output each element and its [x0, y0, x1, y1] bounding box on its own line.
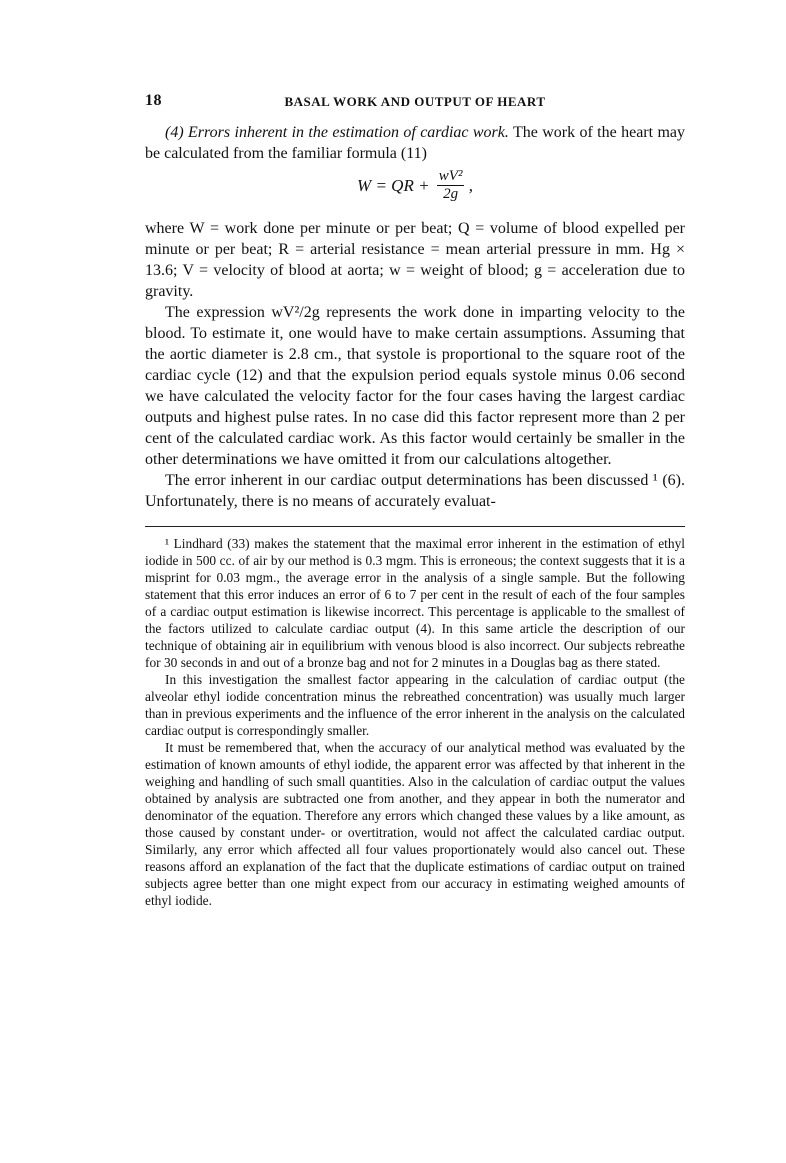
formula-numerator: wV²: [438, 168, 463, 184]
footnote-divider: [145, 526, 685, 527]
section-intro: The work of the heart may be calculated from the familiar formula (11): [145, 124, 685, 162]
running-title: BASAL WORK AND OUTPUT OF HEART: [284, 94, 546, 109]
footnotes: [145, 535, 685, 909]
body-paragraph: The error inherent in our cardiac output determinations has been discussed ¹ (6). Unfortunately, there is no means of accurately evaluat-: [145, 472, 685, 510]
formula-trail: ,: [468, 176, 473, 195]
running-head: [145, 92, 685, 114]
body-paragraph: where W = work done per minute or per beat; Q = volume of blood expelled per minute or per beat; R = arterial resistance = mean arterial pressure in mm. Hg × 13.6; V = velocity of blood at aorta; w = weight of blood; g = acceleration due to gravity.: [145, 220, 685, 300]
work-formula: [145, 168, 685, 214]
body-paragraph: The expression wV²/2g represents the work done in imparting velocity to the blood. To estimate it, one would have to make certain assumptions. Assuming that the aortic diameter is 2.8 cm., that systole is proportional to the square root of the cardiac cycle (12) and that the expulsion period equals systole minus 0.06 second we have calculated the velocity factor for the four cases having the largest cardiac outputs and highest pulse rates. In no case did this factor represent more than 2 per cent of the calculated cardiac work. As this factor would certainly be smaller in the other determinations we have omitted it from our calculations altogether.: [145, 304, 685, 468]
page: [145, 92, 685, 909]
section-paragraph: [145, 122, 685, 164]
main-text: [145, 122, 685, 512]
footnote-paragraph: It must be remembered that, when the accuracy of our analytical method was evaluated by the estimation of known amounts of ethyl iodide, the apparent error was affected by that inherent in the weighing and handling of such small quantities. Also in the calculation of cardiac output the values obtained by analysis are subtracted one from another, and they appear in both the numerator and denominator of the equation. Therefore any errors which changed these values by a like amount, as those caused by constant under- or overtitration, would not affect the calculated cardiac output. Similarly, any error which affected all four values proportionately would also cancel out. These reasons afford an explanation of the fact that the duplicate estimations of cardiac output on trained subjects agree better than one might expect from our accuracy in estimating weighed amounts of ethyl iodide.: [145, 740, 685, 908]
formula-denominator: 2g: [443, 186, 459, 202]
formula-lhs: W = QR +: [357, 176, 430, 195]
section-heading: (4) Errors inherent in the estimation of cardiac work.: [165, 124, 509, 141]
footnote-paragraph: ¹ Lindhard (33) makes the statement that the maximal error inherent in the estimation of ethyl iodide in 500 cc. of air by our method is 0.3 mgm. This is erroneous; the context suggests that it is a misprint for 0.03 mgm., the average error in the analysis of a single sample. But the following statement that this error induces an error of 6 to 7 per cent in the result of each of the four samples of a cardiac output estimation is likewise incorrect. This percentage is applicable to the smallest of the factors utilized to calculate cardiac output (4). In this same article the description of our technique of obtaining air in equilibrium with venous blood is also incorrect. Our subjects rebreathe for 30 seconds in and out of a bronze bag and not for 2 minutes in a Douglas bag as there stated.: [145, 536, 685, 670]
footnote-paragraph: In this investigation the smallest factor appearing in the calculation of cardiac output (the alveolar ethyl iodide concentration minus the rebreathed concentration) was usually much larger than in previous experiments and the influence of the error inherent in the analysis on the calculated cardiac output is correspondingly smaller.: [145, 672, 685, 738]
page-number: 18: [145, 92, 162, 109]
formula-fraction: [437, 168, 465, 203]
